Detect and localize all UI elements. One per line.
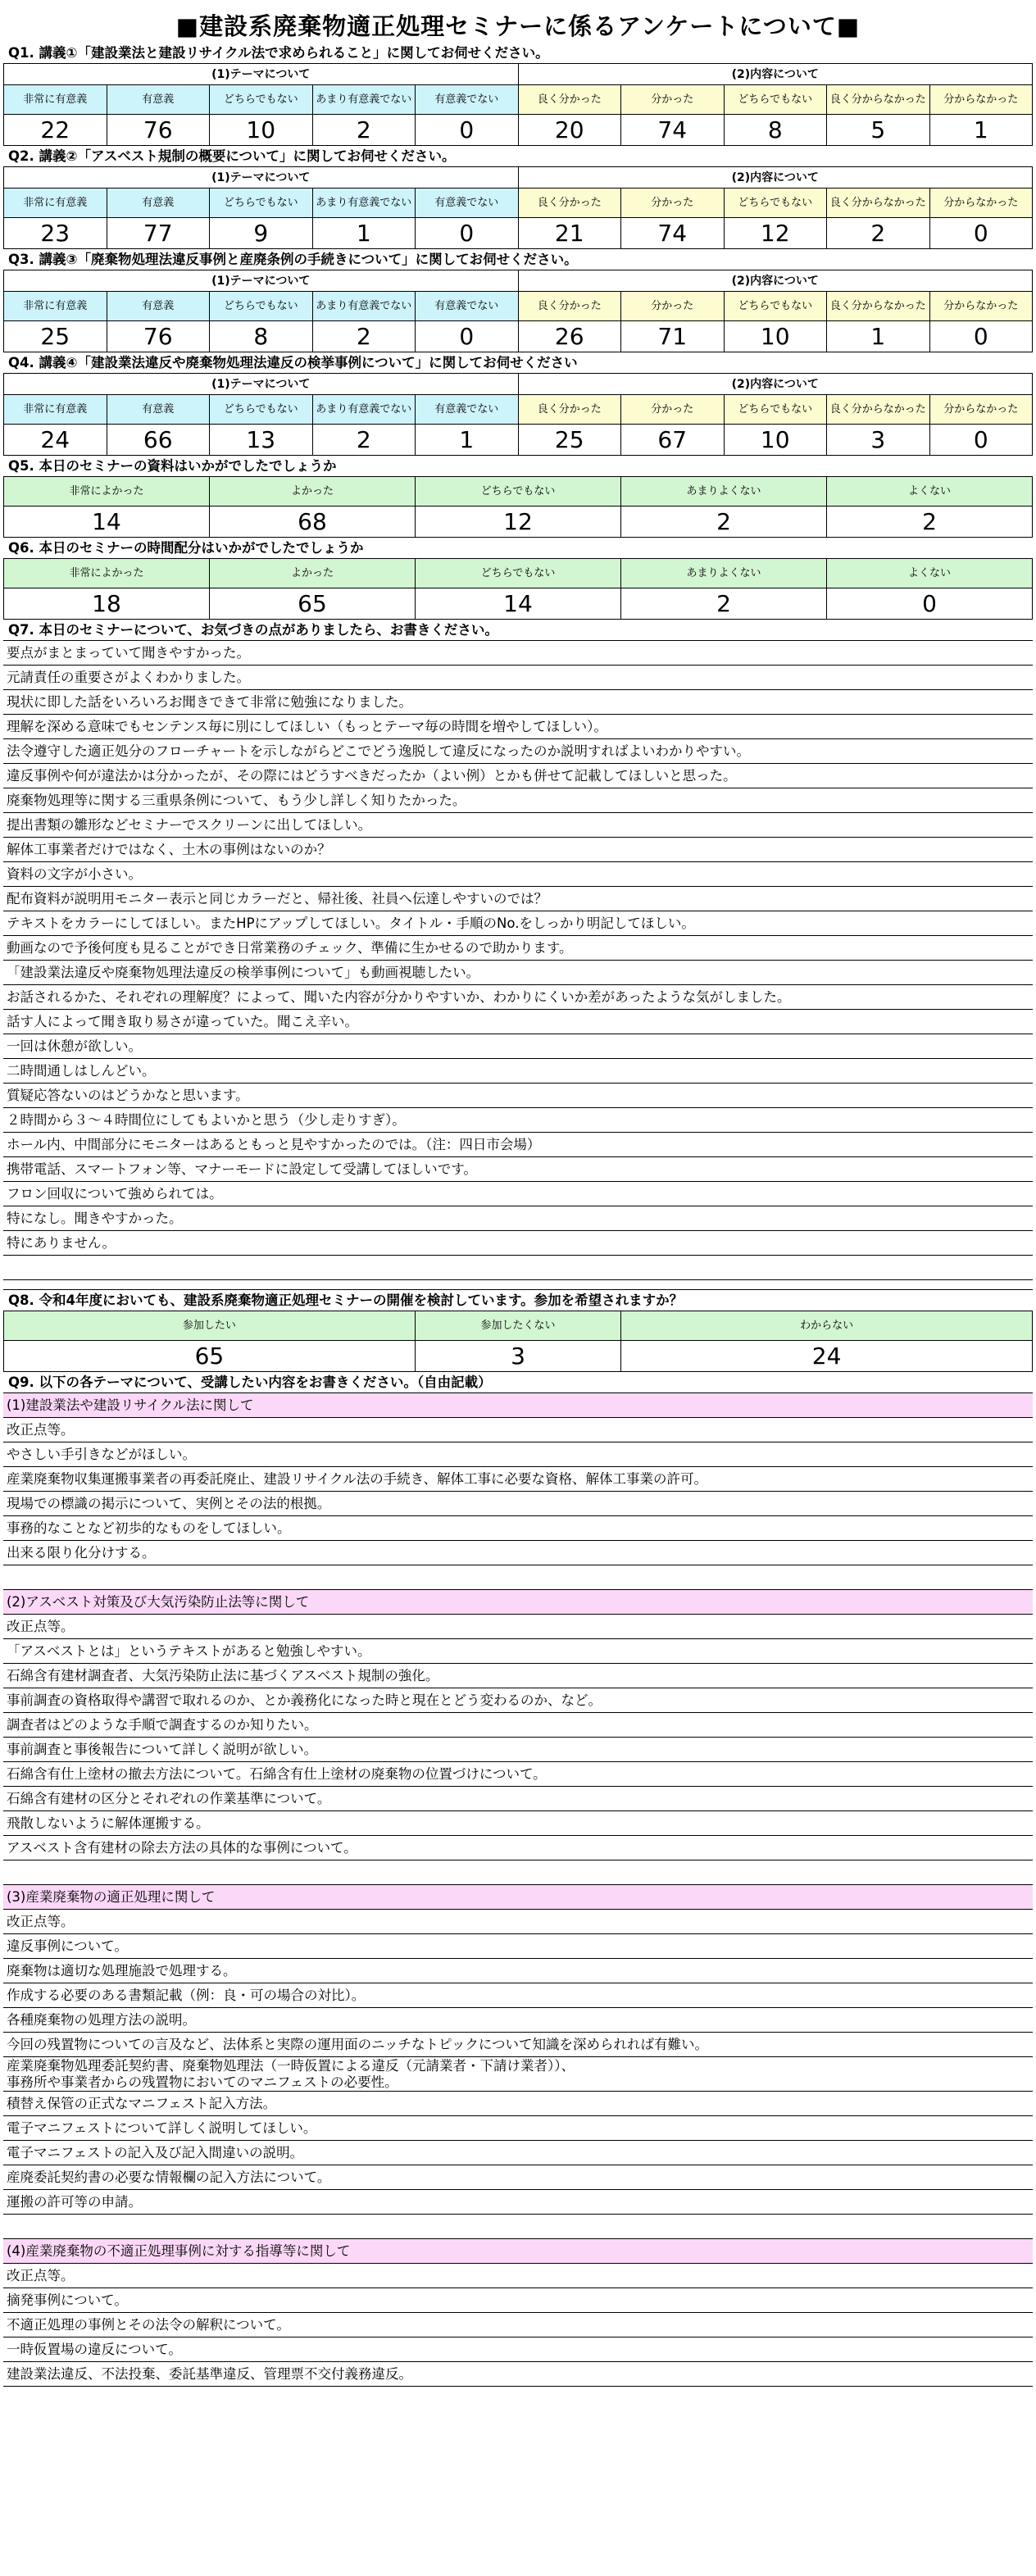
comment-row: フロン回収について強められては。	[3, 1182, 1033, 1206]
count-cell: 0	[930, 425, 1034, 456]
comment-row: ２時間から３～４時間位にしてもよいかと思う（少し走りすぎ）。	[3, 1108, 1033, 1133]
blank-row	[3, 2215, 1033, 2239]
comment-row: 事務的なことなど初歩的なものをしてほしい。	[3, 1516, 1033, 1541]
answer-label: 良く分かった	[519, 292, 622, 321]
theme-section-header: (1)テーマについて	[4, 64, 519, 85]
comment-row: 法令遵守した適正処分のフローチャートを示しながらどこでどう逸脱して違反になったのか説明すればよいわかりやすい。	[3, 739, 1033, 764]
answer-label: 分からなかった	[930, 189, 1034, 218]
count-cell: 66	[107, 425, 211, 456]
count-cell: 21	[519, 218, 622, 249]
count-row	[3, 218, 1033, 249]
theme-section-header: (1)テーマについて	[4, 270, 519, 292]
answer-label: 有意義でない	[416, 189, 519, 218]
comment-row: 産業廃棄物収集運搬事業者の再委託廃止、建設リサイクル法の手続き、解体工事に必要な資格、解体工事業の許可。	[3, 1467, 1033, 1492]
answer-label-row	[3, 477, 1033, 507]
answer-label: 非常に有意義	[4, 85, 107, 115]
blank-row	[3, 1565, 1033, 1590]
count-cell: 65	[4, 1341, 416, 1372]
comment-row: テキストをカラーにしてほしい。またHPにアップしてほしい。タイトル・手順のNo.をしっかり明記してほしい。	[3, 911, 1033, 936]
count-cell: 1	[313, 218, 416, 249]
answer-label: どちらでもない	[725, 189, 828, 218]
count-cell: 5	[827, 115, 930, 146]
blank-row	[3, 1860, 1033, 1885]
theme-header: (1)建設業法や建設リサイクル法に関して	[3, 1393, 1033, 1418]
answer-label: どちらでもない	[725, 292, 828, 321]
question-title: Q8. 令和4年度においても、建設系廃棄物適正処理セミナーの開催を検討しています。参加を希望されますか？	[3, 1290, 1033, 1311]
comment-row: やさしい手引きなどがほしい。	[3, 1442, 1033, 1467]
comment-row: 特になし。聞きやすかった。	[3, 1206, 1033, 1231]
comment-row: 産業廃棄物処理委託契約書、廃棄物処理法（一時仮置による違反（元請業者・下請け業者））、 事務所や事業者からの残置物においてのマニフェストの必要性。	[3, 2057, 1033, 2092]
section-header-row	[3, 64, 1033, 85]
count-cell: 12	[416, 507, 621, 538]
question-title: Q4. 講義④「建設業法違反や廃棄物処理法違反の検挙事例について」に関してお伺せください	[3, 352, 1033, 374]
answer-label: わからない	[621, 1311, 1033, 1341]
answer-label: 参加したくない	[416, 1311, 621, 1341]
content-section-header: (2)内容について	[519, 270, 1034, 292]
question-title: Q5. 本日のセミナーの資料はいかがでしたでしょうか	[3, 456, 1033, 477]
comment-row: 石綿含有建材調査者、大気汚染防止法に基づくアスベスト規制の強化。	[3, 1664, 1033, 1688]
content-section-header: (2)内容について	[519, 167, 1034, 189]
count-cell: 10	[210, 115, 313, 146]
answer-label: 有意義でない	[416, 292, 519, 321]
answer-label: どちらでもない	[416, 477, 621, 507]
blank-row	[3, 1256, 1033, 1280]
count-row	[3, 321, 1033, 352]
comment-row: 解体工事業者だけではなく、土木の事例はないのか？	[3, 838, 1033, 862]
section-header-row	[3, 374, 1033, 395]
answer-label: 良く分かった	[519, 85, 622, 115]
content-section-header: (2)内容について	[519, 64, 1034, 85]
comment-row: 元請責任の重要さがよくわかりました。	[3, 666, 1033, 690]
comment-row: 石綿含有建材の区分とそれぞれの作業基準について。	[3, 1787, 1033, 1811]
comment-row: 改正点等。	[3, 1910, 1033, 1934]
answer-label: よかった	[210, 559, 416, 588]
survey-content	[3, 43, 1033, 2387]
comment-row: 「アスベストとは」というテキストがあると勉強しやすい。	[3, 1639, 1033, 1664]
answer-label: 良く分かった	[519, 189, 622, 218]
answer-label: 分からなかった	[930, 395, 1034, 425]
count-cell: 74	[621, 218, 725, 249]
comment-row: 資料の文字が小さい。	[3, 862, 1033, 887]
comment-row: お話されるかた、それぞれの理解度？によって、聞いた内容が分かりやすいか、わかりにくいか差があったような気がしました。	[3, 985, 1033, 1010]
comment-row: 電子マニフェストの記入及び記入間違いの説明。	[3, 2141, 1033, 2165]
count-cell: 0	[416, 218, 519, 249]
answer-label: どちらでもない	[725, 85, 828, 115]
count-cell: 8	[725, 115, 828, 146]
answer-label: あまり有意義でない	[313, 292, 416, 321]
count-cell: 14	[416, 588, 621, 620]
comment-row: 廃棄物処理等に関する三重県条例について、もう少し詳しく知りたかった。	[3, 788, 1033, 813]
count-cell: 68	[210, 507, 416, 538]
count-cell: 2	[621, 507, 827, 538]
answer-label: 分からなかった	[930, 292, 1034, 321]
count-cell: 1	[416, 425, 519, 456]
comment-row: 石綿含有仕上塗材の撤去方法について。石綿含有仕上塗材の廃棄物の位置づけについて。	[3, 1762, 1033, 1787]
answer-label: あまり有意義でない	[313, 189, 416, 218]
comment-row: 改正点等。	[3, 1615, 1033, 1639]
answer-label-row	[3, 85, 1033, 115]
answer-label: 有意義	[107, 189, 211, 218]
count-cell: 76	[107, 321, 211, 352]
comment-row: 携帯電話、スマートフォン等、マナーモードに設定して受講してほしいです。	[3, 1157, 1033, 1182]
answer-label: 良く分からなかった	[827, 395, 930, 425]
theme-section-header: (1)テーマについて	[4, 167, 519, 189]
answer-label: 非常によかった	[4, 559, 210, 588]
answer-label: 分かった	[621, 292, 725, 321]
comment-row: 運搬の許可等の申請。	[3, 2190, 1033, 2215]
answer-label: 分かった	[621, 85, 725, 115]
comment-row: 今回の残置物についての言及など、法体系と実際の運用面のニッチなトピックについて知識を深められれば有難い。	[3, 2033, 1033, 2057]
comment-row: 現場での標識の掲示について、実例とその法的根拠。	[3, 1492, 1033, 1516]
count-cell: 0	[416, 321, 519, 352]
count-cell: 2	[313, 425, 416, 456]
answer-label-row	[3, 292, 1033, 321]
answer-label: 分からなかった	[930, 85, 1034, 115]
comment-row: 違反事例について。	[3, 1934, 1033, 1959]
count-cell: 23	[4, 218, 107, 249]
section-header-row	[3, 270, 1033, 292]
comment-row: 二時間通しはしんどい。	[3, 1059, 1033, 1084]
count-cell: 2	[621, 588, 827, 620]
page-title: ■建設系廃棄物適正処理セミナーに係るアンケートについて■	[175, 12, 861, 40]
count-cell: 77	[107, 218, 211, 249]
comment-row: 特にありません。	[3, 1231, 1033, 1256]
count-cell: 14	[4, 507, 210, 538]
count-cell: 74	[621, 115, 725, 146]
count-cell: 10	[725, 425, 828, 456]
question-title: Q3. 講義③「廃棄物処理法違反事例と産廃条例の手続きについて」に関してお伺せください。	[3, 249, 1033, 270]
question-title: Q1. 講義①「建設業法と建設リサイクル法で求められること」に関してお伺せください。	[3, 43, 1033, 64]
comment-row: 配布資料が説明用モニター表示と同じカラーだと、帰社後、社員へ伝達しやすいのでは？	[3, 887, 1033, 911]
question-title: Q9. 以下の各テーマについて、受講したい内容をお書きください。（自由記載）	[3, 1372, 1033, 1393]
answer-label-row	[3, 395, 1033, 425]
count-cell: 22	[4, 115, 107, 146]
count-cell: 3	[827, 425, 930, 456]
count-cell: 25	[519, 425, 622, 456]
answer-label-row	[3, 559, 1033, 588]
comment-row: 摘発事例について。	[3, 2288, 1033, 2313]
answer-label: 参加したい	[4, 1311, 416, 1341]
count-row	[3, 425, 1033, 456]
comment-row: 「建設業法違反や廃棄物処理法違反の検挙事例について」も動画視聴したい。	[3, 961, 1033, 985]
answer-label: 非常によかった	[4, 477, 210, 507]
count-cell: 1	[827, 321, 930, 352]
count-cell: 2	[827, 218, 930, 249]
answer-label: 分かった	[621, 189, 725, 218]
comment-row: 改正点等。	[3, 2264, 1033, 2288]
count-cell: 0	[416, 115, 519, 146]
answer-label: よかった	[210, 477, 416, 507]
comment-row: 一回は休憩が欲しい。	[3, 1034, 1033, 1059]
comment-row: 質疑応答ないのはどうかなと思います。	[3, 1084, 1033, 1108]
count-cell: 18	[4, 588, 210, 620]
count-cell: 2	[313, 115, 416, 146]
count-cell: 9	[210, 218, 313, 249]
count-cell: 20	[519, 115, 622, 146]
count-row	[3, 1341, 1033, 1372]
question-title: Q7. 本日のセミナーについて、お気づきの点がありましたら、お書きください。	[3, 620, 1033, 641]
answer-label: どちらでもない	[210, 395, 313, 425]
answer-label: 有意義	[107, 395, 211, 425]
count-cell: 0	[827, 588, 1033, 620]
comment-row: 調査者はどのような手順で調査するのか知りたい。	[3, 1713, 1033, 1738]
comment-row: 現状に即した話をいろいろお聞きできて非常に勉強になりました。	[3, 690, 1033, 715]
answer-label: あまり有意義でない	[313, 395, 416, 425]
theme-header: (3)産業廃棄物の適正処理に関して	[3, 1885, 1033, 1910]
answer-label: 良く分からなかった	[827, 189, 930, 218]
comment-row: 一時仮置場の違反について。	[3, 2337, 1033, 2362]
count-cell: 24	[4, 425, 107, 456]
count-cell: 10	[725, 321, 828, 352]
comment-row: 改正点等。	[3, 1418, 1033, 1442]
comment-row: 各種廃棄物の処理方法の説明。	[3, 2008, 1033, 2033]
answer-label: 非常に有意義	[4, 395, 107, 425]
theme-header: (2)アスベスト対策及び大気汚染防止法等に関して	[3, 1590, 1033, 1615]
answer-label: あまりよくない	[621, 559, 827, 588]
comment-row: 違反事例や何が違法かは分かったが、その際にはどうすべきだったか（よい例）とかも併せて記載してほしいと思った。	[3, 764, 1033, 788]
count-cell: 3	[416, 1341, 621, 1372]
answer-label-row	[3, 189, 1033, 218]
comment-row: 話す人によって聞き取り易さが違っていた。聞こえ辛い。	[3, 1010, 1033, 1034]
answer-label: 有意義	[107, 85, 211, 115]
answer-label: どちらでもない	[416, 559, 621, 588]
answer-label: あまりよくない	[621, 477, 827, 507]
comment-row: 出来る限り化分けする。	[3, 1541, 1033, 1565]
answer-label: よくない	[827, 559, 1033, 588]
answer-label: 分かった	[621, 395, 725, 425]
answer-label: 良く分からなかった	[827, 85, 930, 115]
comment-row: 建設業法違反、不法投棄、委託基準違反、管理票不交付義務違反。	[3, 2362, 1033, 2387]
answer-label: どちらでもない	[210, 189, 313, 218]
comment-row: 積替え保管の正式なマニフェスト記入方法。	[3, 2092, 1033, 2116]
comment-row: 提出書類の雛形などセミナーでスクリーンに出してほしい。	[3, 813, 1033, 838]
question-title: Q6. 本日のセミナーの時間配分はいかがでしたでしょうか	[3, 538, 1033, 559]
section-header-row	[3, 167, 1033, 189]
count-cell: 1	[930, 115, 1034, 146]
count-cell: 26	[519, 321, 622, 352]
answer-label: どちらでもない	[725, 395, 828, 425]
answer-label: 非常に有意義	[4, 189, 107, 218]
count-cell: 0	[930, 218, 1034, 249]
theme-section-header: (1)テーマについて	[4, 374, 519, 395]
comment-row: 廃棄物は適切な処理施設で処理する。	[3, 1959, 1033, 1983]
comment-row: 理解を深める意味でもセンテンス毎に別にしてほしい（もっとテーマ毎の時間を増やしてほしい）。	[3, 715, 1033, 739]
count-cell: 8	[210, 321, 313, 352]
count-cell: 76	[107, 115, 211, 146]
comment-row: 要点がまとまっていて聞きやすかった。	[3, 641, 1033, 666]
answer-label: あまり有意義でない	[313, 85, 416, 115]
comment-row: 飛散しないように解体運搬する。	[3, 1811, 1033, 1836]
comment-row: アスベスト含有建材の除去方法の具体的な事例について。	[3, 1836, 1033, 1860]
count-cell: 65	[210, 588, 416, 620]
answer-label: 良く分からなかった	[827, 292, 930, 321]
count-cell: 71	[621, 321, 725, 352]
comment-row: 事前調査と事後報告について詳しく説明が欲しい。	[3, 1738, 1033, 1762]
comment-row: 動画なので予後何度も見ることができ日常業務のチェック、準備に生かせるので助かります。	[3, 936, 1033, 961]
count-cell: 2	[313, 321, 416, 352]
theme-header: (4)産業廃棄物の不適正処理事例に対する指導等に関して	[3, 2239, 1033, 2264]
comment-row: 不適正処理の事例とその法令の解釈について。	[3, 2313, 1033, 2337]
comment-row: 事前調査の資格取得や講習で取れるのか、とか義務化になった時と現在とどう変わるのか、など。	[3, 1688, 1033, 1713]
count-row	[3, 115, 1033, 146]
count-cell: 2	[827, 507, 1033, 538]
count-row	[3, 588, 1033, 620]
answer-label: 良く分かった	[519, 395, 622, 425]
count-cell: 67	[621, 425, 725, 456]
count-cell: 12	[725, 218, 828, 249]
answer-label: よくない	[827, 477, 1033, 507]
answer-label: どちらでもない	[210, 292, 313, 321]
comment-row: 電子マニフェストについて詳しく説明してほしい。	[3, 2116, 1033, 2141]
question-title: Q2. 講義②「アスベスト規制の概要について」に関してお伺せください。	[3, 146, 1033, 167]
answer-label: 有意義	[107, 292, 211, 321]
comment-row: 産廃委託契約書の必要な情報欄の記入方法について。	[3, 2165, 1033, 2190]
count-row	[3, 507, 1033, 538]
count-cell: 0	[930, 321, 1034, 352]
comment-row: 作成する必要のある書類記載（例：良・可の場合の対比）。	[3, 1983, 1033, 2008]
count-cell: 13	[210, 425, 313, 456]
answer-label-row	[3, 1311, 1033, 1341]
comment-row: ホール内、中間部分にモニターはあるともっと見やすかったのでは。（注：四日市会場）	[3, 1133, 1033, 1157]
spacer-row	[3, 1280, 1033, 1290]
answer-label: 有意義でない	[416, 85, 519, 115]
answer-label: 非常に有意義	[4, 292, 107, 321]
content-section-header: (2)内容について	[519, 374, 1034, 395]
count-cell: 25	[4, 321, 107, 352]
count-cell: 24	[621, 1341, 1033, 1372]
answer-label: 有意義でない	[416, 395, 519, 425]
answer-label: どちらでもない	[210, 85, 313, 115]
